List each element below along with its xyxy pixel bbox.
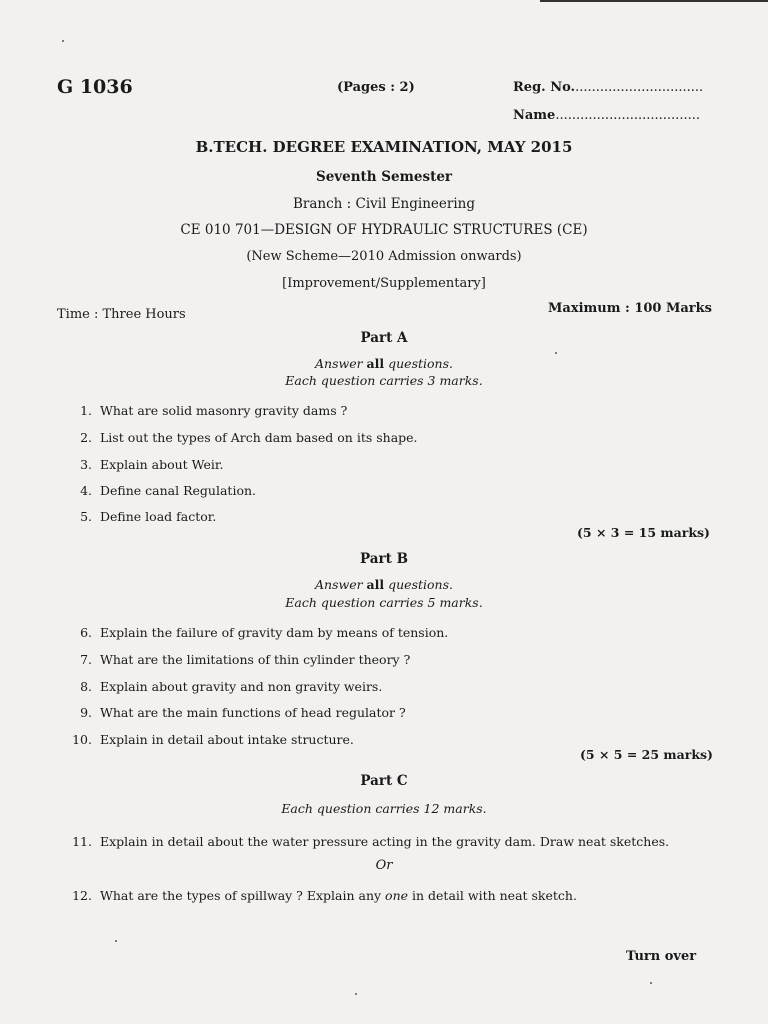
reg-no-label: Reg. No. — [513, 80, 576, 95]
name-dots: ................................... — [555, 108, 700, 123]
time-allowed: Time : Three Hours — [57, 307, 186, 322]
semester: Seventh Semester — [315, 169, 453, 185]
paper-code: G 1036 — [57, 76, 133, 98]
question-10: 10. Explain in detail about intake structure. — [72, 732, 354, 747]
part-a-instruction-2: Each question carries 3 marks. — [285, 373, 483, 388]
exam-type: [Improvement/Supplementary] — [282, 276, 486, 291]
exam-title: B.TECH. DEGREE EXAMINATION, MAY 2015 — [195, 138, 573, 156]
part-b-instruction-2: Each question carries 5 marks. — [285, 595, 483, 610]
or-separator: Or — [375, 858, 393, 873]
scheme: (New Scheme—2010 Admission onwards) — [246, 249, 522, 264]
part-b-heading: Part B — [360, 551, 408, 567]
question-2: 2. List out the types of Arch dam based on its shape. — [80, 430, 418, 445]
scan-speck — [62, 40, 64, 42]
scan-speck — [555, 352, 557, 354]
part-c-instruction: Each question carries 12 marks. — [281, 801, 487, 816]
question-1: 1. What are solid masonry gravity dams ? — [80, 403, 348, 418]
page-count: (Pages : 2) — [337, 80, 415, 95]
part-a-marks: (5 × 3 = 15 marks) — [577, 525, 710, 540]
scan-speck — [355, 993, 357, 995]
question-3: 3. Explain about Weir. — [80, 457, 224, 472]
question-6: 6. Explain the failure of gravity dam by means of tension. — [80, 625, 449, 640]
course-title: CE 010 701—DESIGN OF HYDRAULIC STRUCTURES (CE) — [180, 222, 588, 238]
scan-speck — [650, 982, 652, 984]
part-c-heading: Part C — [360, 773, 408, 789]
reg-no-dots: ............................... — [575, 80, 704, 95]
branch: Branch : Civil Engineering — [293, 196, 475, 212]
question-12: 12. What are the types of spillway ? Explain any one in detail with neat sketch. — [72, 888, 577, 903]
maximum-marks: Maximum : 100 Marks — [548, 301, 712, 316]
question-9: 9. What are the main functions of head regulator ? — [80, 705, 406, 720]
reg-no-field — [513, 80, 703, 95]
name-label: Name — [513, 108, 556, 123]
question-7: 7. What are the limitations of thin cylinder theory ? — [80, 652, 411, 667]
part-b-marks: (5 × 5 = 25 marks) — [580, 747, 713, 762]
question-4: 4. Define canal Regulation. — [80, 483, 256, 498]
question-8: 8. Explain about gravity and non gravity weirs. — [80, 679, 383, 694]
question-11: 11. Explain in detail about the water pressure acting in the gravity dam. Draw neat sketches. — [72, 834, 670, 849]
part-b-instruction-1: Answer all questions. — [315, 577, 453, 592]
part-a-instruction-1: Answer all questions. — [315, 356, 453, 371]
part-a-heading: Part A — [360, 330, 408, 346]
turn-over-note: Turn over — [626, 949, 697, 964]
scan-speck — [115, 940, 117, 942]
question-5: 5. Define load factor. — [80, 509, 217, 524]
name-field — [513, 108, 700, 123]
scan-edge-line — [540, 0, 768, 2]
